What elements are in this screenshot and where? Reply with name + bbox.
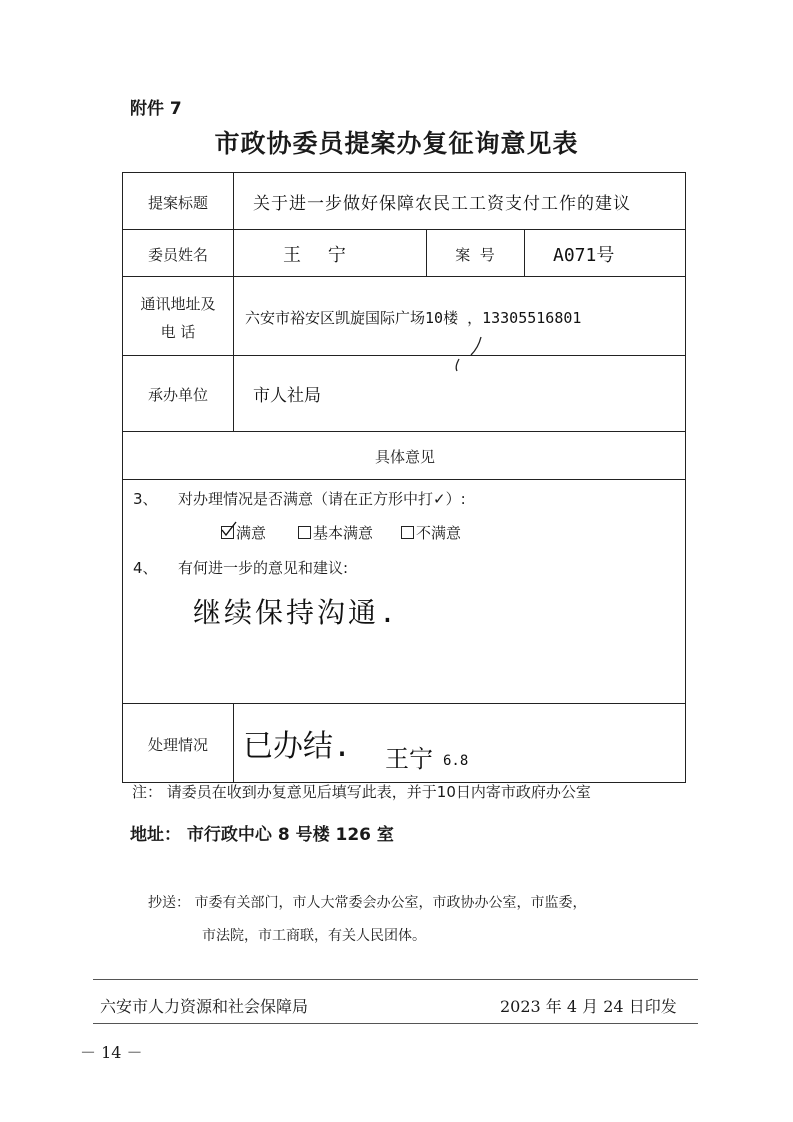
- checkbox-icon[interactable]: [298, 526, 311, 539]
- issuer: 六安市人力资源和社会保障局: [100, 997, 309, 1016]
- option-basic-satisfied[interactable]: 基本满意: [298, 522, 373, 543]
- opinion-header: 具体意见: [374, 448, 435, 466]
- handling-unit-value: 市人社局: [253, 386, 321, 406]
- cc-list-line2: 市法院，市工商联，有关人民团体。: [202, 928, 426, 944]
- q4-answer: 继续保持沟通.: [193, 596, 399, 629]
- attachment-label: 附件 7: [130, 99, 182, 119]
- handling-unit-label: 承办单位: [147, 386, 208, 404]
- status-label: 处理情况: [147, 736, 208, 754]
- issue-date: 2023 年 4 月 24 日印发: [500, 997, 677, 1016]
- case-no-label: 案 号: [455, 246, 495, 264]
- member-name-value: 王 宁: [283, 245, 354, 266]
- q3-number: 3、: [133, 490, 158, 508]
- cc-list-line1: 抄送： 市委有关部门，市人大常委会办公室，市政协办公室，市监委，: [148, 895, 587, 911]
- status-value: 已办结.: [243, 729, 352, 764]
- checkbox-icon[interactable]: [401, 526, 414, 539]
- col-divider: [233, 173, 234, 431]
- contact-label-line2: 电 话: [160, 323, 196, 341]
- opinion-form: [122, 172, 686, 783]
- row-divider: [123, 431, 685, 432]
- return-address: 地址： 市行政中心 8 号楼 126 室: [130, 825, 394, 845]
- proposal-title-value: 关于进一步做好保障农民工工资支付工作的建议: [253, 194, 631, 214]
- page-number: － 14 －: [80, 1043, 143, 1062]
- row-divider: [123, 229, 685, 230]
- row-divider: [123, 703, 685, 704]
- q4-number: 4、: [133, 559, 158, 577]
- signature-date: 6.8: [443, 753, 469, 769]
- form-note: 注： 请委员在收到办复意见后填写此表，并于10日内寄市政府办公室: [132, 783, 591, 801]
- contact-value: 六安市裕安区凯旋国际广场10楼 ，13305516801: [245, 309, 582, 327]
- case-no-value: A071号: [553, 245, 615, 266]
- contact-label-line1: 通讯地址及: [140, 295, 216, 313]
- scribble-mark: [443, 333, 503, 373]
- row-divider: [123, 276, 685, 277]
- member-name-label: 委员姓名: [147, 246, 208, 264]
- proposal-title-label: 提案标题: [147, 194, 208, 212]
- col-divider: [524, 229, 525, 276]
- row-divider: [123, 479, 685, 480]
- row-divider: [123, 355, 685, 356]
- q3-text: 对办理情况是否满意（请在正方形中打✓）:: [178, 490, 466, 508]
- option-unsatisfied[interactable]: 不满意: [401, 522, 461, 543]
- footer-rule-bottom: [93, 1023, 698, 1024]
- checkbox-checked-icon[interactable]: [221, 526, 234, 539]
- page-title: 市政协委员提案办复征询意见表: [214, 129, 579, 158]
- q4-text: 有何进一步的意见和建议:: [178, 559, 349, 577]
- col-divider: [233, 703, 234, 783]
- option-satisfied[interactable]: 满意: [221, 522, 266, 543]
- footer-rule-top: [93, 979, 698, 980]
- signature: 王宁: [385, 745, 433, 773]
